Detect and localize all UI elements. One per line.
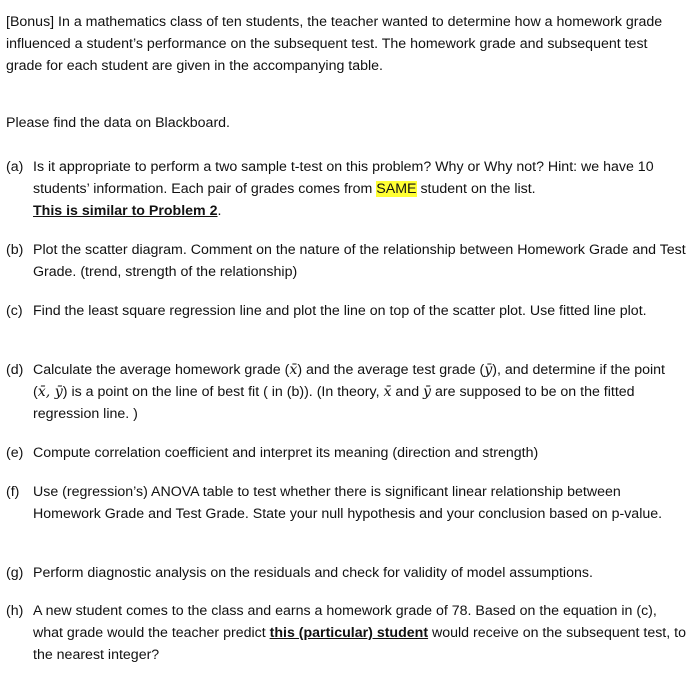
question-a <box>6 156 686 222</box>
question-b-text: Plot the scatter diagram. Comment on the nature of the relationship between Homework Grade and Test Grade. (trend, strength of the relationship) <box>33 242 686 280</box>
question-a-label: (a) <box>6 159 24 175</box>
mean-point-symbol: x̄, ȳ <box>37 384 63 400</box>
question-g-label: (g) <box>6 565 24 581</box>
question-d-label: (d) <box>6 362 24 378</box>
similar-problem-note: This is similar to Problem 2 <box>33 203 218 219</box>
question-h-text-after: would receive on the subsequent test, to the nearest integer? <box>33 625 686 663</box>
question-h-text <box>33 600 686 666</box>
x-bar-symbol: x̄ <box>289 362 298 378</box>
question-a-text-after: student on the list. <box>416 181 536 197</box>
question-b-label: (b) <box>6 242 24 258</box>
y-bar-symbol: ȳ <box>484 362 493 378</box>
question-d-text <box>33 359 686 425</box>
question-h <box>6 600 686 666</box>
question-h-label: (h) <box>6 603 24 619</box>
y-bar-symbol-2: ȳ <box>423 384 432 400</box>
question-c-label: (c) <box>6 303 23 319</box>
question-g <box>6 562 686 584</box>
question-f-text: Use (regression’s) ANOVA table to test whether there is significant linear relationship between Homework Grade and Test Grade. State your null hypothesis and your conclusion based on p-value. <box>33 484 663 522</box>
question-e <box>6 442 686 464</box>
question-d-part-4: ) is a point on the line of best fit ( in (b)). (In theory, <box>62 384 384 400</box>
question-d-part-3: ), and determine if the point ( <box>33 362 665 400</box>
question-c <box>6 300 686 322</box>
question-c-text: Find the least square regression line and plot the line on top of the scatter plot. Use fitted line plot. <box>33 303 647 319</box>
question-d-part-6: are supposed to be on the fitted regression line. ) <box>33 384 635 422</box>
question-g-text: Perform diagnostic analysis on the residuals and check for validity of model assumptions. <box>33 565 593 581</box>
x-bar-symbol-2: x̄ <box>383 384 392 400</box>
question-d-part-1: Calculate the average homework grade ( <box>33 362 290 378</box>
particular-student-emphasis: this (particular) student <box>269 625 429 641</box>
question-e-label: (e) <box>6 445 24 461</box>
question-a-text <box>33 156 686 222</box>
intro-paragraph: [Bonus] In a mathematics class of ten students, the teacher wanted to determine how a homework grade influenced a student’s performance on the subsequent test. The homework grade and subsequent test grade for each student are given in the accompanying table. <box>6 14 663 74</box>
question-d <box>6 359 686 425</box>
question-d-part-5: and <box>391 384 424 400</box>
question-a-text-before: Is it appropriate to perform a two sample t-test on this problem? Why or Why not? Hint: we have 10 students’ information. Each pair of grades comes from <box>33 159 654 197</box>
question-d-part-2: ) and the average test grade ( <box>297 362 485 378</box>
question-h-text-before: A new student comes to the class and earns a homework grade of 78. Based on the equation in (c), what grade would the teacher predict <box>33 603 657 641</box>
question-f-label: (f) <box>6 484 20 500</box>
data-note: Please find the data on Blackboard. <box>6 115 231 131</box>
question-a-end: . <box>217 203 222 219</box>
question-b <box>6 239 686 283</box>
question-f <box>6 481 686 525</box>
highlight-same: SAME <box>376 181 417 197</box>
question-e-text: Compute correlation coefficient and interpret its meaning (direction and strength) <box>33 445 539 461</box>
